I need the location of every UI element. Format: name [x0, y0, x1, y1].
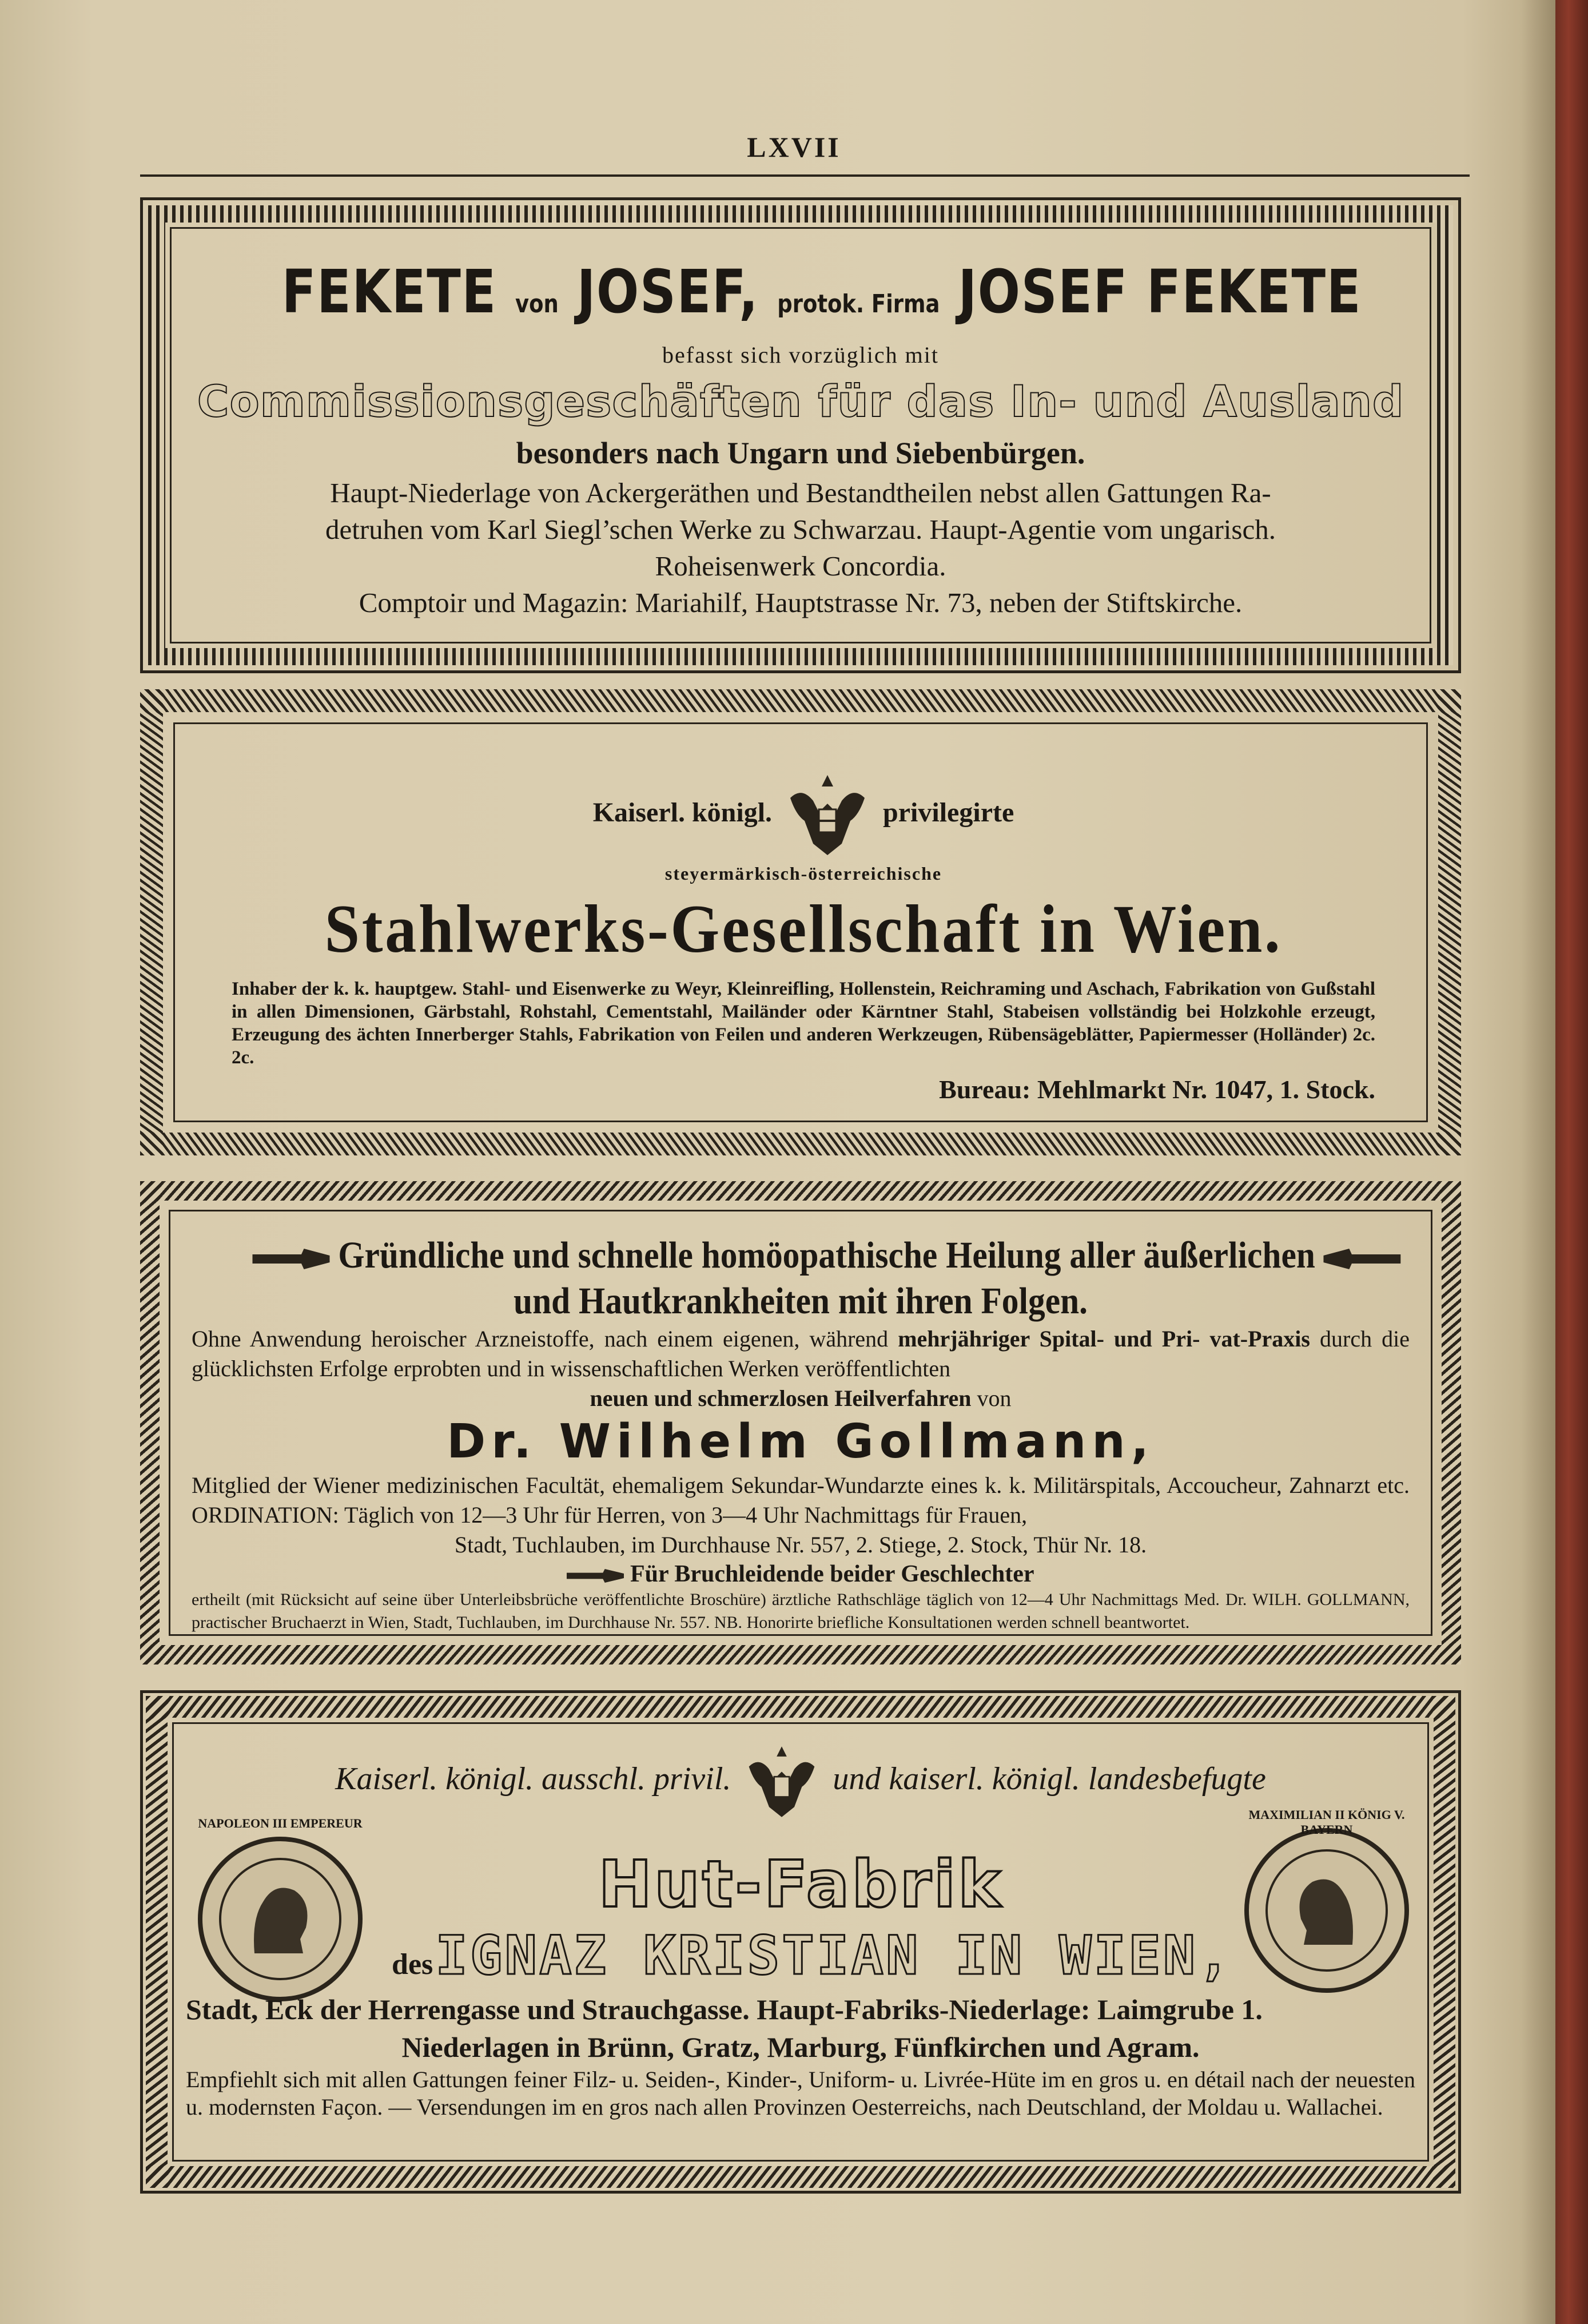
page-number: LXVII [747, 131, 841, 163]
ad-body-line: Haupt-Niederlage von Ackergeräthen und Bestandtheilen nebst allen Gattungen Ra- [330, 477, 1271, 509]
pointing-hand-right-icon [567, 1567, 624, 1584]
ad-privilege-line [186, 1739, 1415, 1825]
ad-body-line: Comptoir und Magazin: Mariahilf, Hauptstrasse Nr. 73, neben der Stiftskirche. [359, 587, 1243, 618]
intro-plain: Ohne Anwendung heroischer Arzneistoffe, nach einem eigenen, während [192, 1326, 889, 1352]
pointing-hand-left-icon [1324, 1246, 1401, 1272]
privilege-left: Kaiserl. königl. ausschl. privil. [335, 1761, 731, 1797]
headline-line-2: und Hautkrankheiten mit ihren Folgen. [514, 1280, 1088, 1322]
headline-line-1: Gründliche und schnelle homöopathische Heilung aller äußerlichen [338, 1234, 1315, 1276]
rupture-line [192, 1560, 1410, 1588]
rupture-text: Für Bruchleidende beider Geschlechter [630, 1561, 1034, 1587]
ad-gollmann [140, 1181, 1461, 1664]
ad-title [281, 257, 1362, 339]
intro-bold: mehrjähriger Spital- und Pri- [898, 1326, 1200, 1352]
ad-headline: Stahlwerks-Gesellschaft in Wien. [324, 891, 1283, 967]
title-josef-fekete: JOSEF FEKETE [958, 257, 1362, 327]
ad-headline [253, 1233, 1349, 1278]
ad-body-line: detruhen vom Karl Siegl’schen Werke zu Schwarzau. Haupt-Agentie vom ungarisch. [325, 514, 1276, 545]
ad-branches: Niederlagen in Brünn, Gratz, Marburg, Fünfkirchen und Agram. [401, 2031, 1200, 2063]
maker-name: IGNAZ KRISTIAN IN WIEN, [435, 1925, 1232, 1987]
double-eagle-icon [739, 1739, 825, 1825]
doctor-credentials: Mitglied der Wiener medizinischen Facultät, ehemaligem Sekundar-Wundarzte eines k. k. Militärspitals, Accoucheur, Zahnarzt etc. ORDINATION: Täglich von 12—3 Uhr für Herren, von 3—4 Uhr Nachmittags für Frauen, [192, 1472, 1410, 1528]
intro-bold-2: vat-Praxis [1209, 1326, 1310, 1352]
ad-bureau: Bureau: Mehlmarkt Nr. 1047, 1. Stock. [939, 1075, 1375, 1104]
title-fekete: FEKETE [281, 257, 497, 327]
header-rule [140, 174, 1470, 177]
pointing-hand-right-icon [253, 1246, 330, 1272]
ad-privilege-line [232, 769, 1375, 861]
method-von: von [977, 1385, 1012, 1411]
ad-subtitle: befasst sich vorzüglich mit [662, 342, 939, 368]
privilege-right: und kaiserl. königl. landesbefugte [833, 1761, 1266, 1797]
medal-left-label: NAPOLEON III EMPEREUR [198, 1816, 363, 1830]
page-gutter-shadow [1521, 0, 1555, 2324]
ad-body-line: Roheisenwerk Concordia. [655, 550, 946, 582]
ad-maker-line [186, 1922, 1415, 1991]
ad-address: Stadt, Eck der Herrengasse und Strauchgasse. Haupt-Fabriks-Niederlage: Laimgrube 1. [186, 1993, 1263, 2025]
double-eagle-icon [779, 769, 876, 861]
ad-headline: Hut-Fabrik [598, 1848, 1003, 1922]
ad-privilege-right: privilegirte [883, 797, 1014, 828]
intro-plain-2: durch die glücklichsten Erfolge erprobten und in wissenschaftlichen Werken veröffentlichten [192, 1326, 1410, 1381]
ad-privilege-left: Kaiserl. königl. [592, 797, 773, 828]
rupture-details: ertheilt (mit Rücksicht auf seine über Unterleibsbrüche veröffentlichte Broschüre) ärztliche Rathschläge täglich von 12—4 Uhr Nachmittags Med. Dr. WILH. GOLLMANN, practischer Bruchaerzt in Wien, Stadt, Tuchlauben, im Durchhause Nr. 557. NB. Honorirte briefliche Konsultationen werden schnell beantwortet. [192, 1590, 1410, 1632]
doctor-address: Stadt, Tuchlauben, im Durchhause Nr. 557, 2. Stiege, 2. Stock, Thür Nr. 18. [454, 1532, 1147, 1558]
title-protok: protok. Firma [777, 289, 940, 319]
ad-body: Inhaber der k. k. hauptgew. Stahl- und Eisenwerke zu Weyr, Kleinreifling, Hollenstein, Reichraming und Aschach, Fabrikation von Gußstahl in allen Dimensionen, Gärbstahl, Rohstahl, Cementstahl, Mailänder oder Kärntner Stahl, Stabeisen vollständig bei Holzkohle erzeugt, Erzeugung des ächten Innerberger Stahls, Fabrikation von Feilen und anderen Werkzeugen, Rübensägeblätter, Papiermesser (Holländer) 2c. 2c. [232, 979, 1375, 1068]
ad-method-line [192, 1384, 1410, 1413]
book-spine [1555, 0, 1588, 2324]
ad-fekete [140, 197, 1461, 673]
ad-intro [192, 1324, 1410, 1384]
ad-stahlwerks [140, 689, 1461, 1155]
doctor-name: Dr. Wilhelm Gollmann, [447, 1415, 1155, 1469]
ad-region-line: steyermärkisch-österreichische [664, 863, 942, 884]
ad-hut-fabrik [140, 1690, 1461, 2194]
maker-des: des [392, 1948, 433, 1981]
ad-regions: besonders nach Ungarn und Siebenbürgen. [516, 436, 1085, 470]
medal-right-label: MAXIMILIAN II KÖNIG V. BAYERN [1248, 1807, 1405, 1837]
title-josef: JOSEF, [576, 257, 759, 327]
ad-body: Empfiehlt sich mit allen Gattungen feiner Filz- u. Seiden-, Kinder-, Uniform- u. Livrée-Hüte im en gros u. en détail nach der neuesten u. modernsten Façon. — Versendungen im en gros nach allen Provinzen Oesterreichs, nach Deutschland, der Moldau u. Wallachei. [186, 2067, 1415, 2120]
ad-headline: Commissionsgeschäften für das In- und Ausland [197, 376, 1404, 427]
method-bold: neuen und schmerzlosen Heilverfahren [590, 1385, 972, 1411]
title-von: von [515, 289, 559, 319]
